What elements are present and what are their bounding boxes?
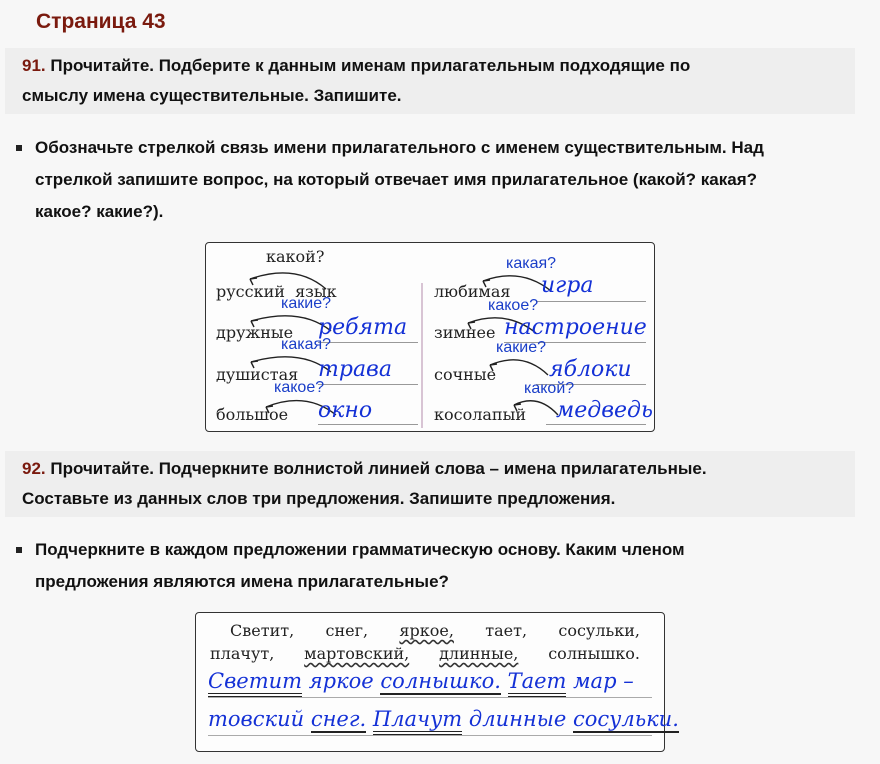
task-91-bullet <box>16 132 866 228</box>
adjective: большое <box>216 405 289 424</box>
question-label: какой? <box>266 247 325 266</box>
question-label: какая? <box>281 336 332 353</box>
column-divider <box>421 283 423 428</box>
adjective: зимнее <box>434 323 496 342</box>
task-text-line2: смыслу имена существительные. Запишите. <box>22 86 402 105</box>
question-label: какое? <box>488 297 539 314</box>
handwritten-noun: яблоки <box>549 357 632 382</box>
handwritten-noun: игра <box>541 273 594 298</box>
task-number: 92. <box>22 459 46 478</box>
exercise-92-image <box>195 612 679 752</box>
handwritten-noun: настроение <box>504 315 647 340</box>
question-label: какие? <box>496 339 546 356</box>
bullet-line1: Подчеркните в каждом предложении грамматическую основу. Каким членом <box>35 540 685 559</box>
handwritten-noun: ребята <box>318 315 408 340</box>
bullet-line2: стрелкой запишите вопрос, на который отвечает имя прилагательное (какой? какая? <box>35 170 758 189</box>
task-text-line2: Составьте из данных слов три предложения. Запишите предложения. <box>22 489 616 508</box>
handwritten-answer-line2: товский снег. Плачут длинные сосульки. <box>208 707 679 731</box>
task-text-line1: Прочитайте. Подберите к данным именам прилагательным подходящие по <box>50 56 691 75</box>
exercise-91-image <box>205 242 655 432</box>
question-label: какой? <box>524 380 575 397</box>
adjective: косолапый <box>434 405 526 424</box>
handwritten-noun: окно <box>318 398 373 423</box>
bullet-square-icon <box>16 547 22 553</box>
adjective: душистая <box>216 365 299 384</box>
words-line2: плачут, мартовский, длинные, солнышко. <box>210 644 640 663</box>
bullet-line3: какое? какие?). <box>35 202 164 221</box>
task-number: 91. <box>22 56 46 75</box>
bullet-line1: Обозначьте стрелкой связь имени прилагательного с именем существительным. Над <box>35 138 764 157</box>
task-text-line1: Прочитайте. Подчеркните волнистой линией слова – имена прилагательные. <box>50 459 707 478</box>
page-title: Страница 43 <box>36 10 166 33</box>
bullet-line2: предложения являются имена прилагательные? <box>35 572 449 591</box>
question-label: какая? <box>506 255 557 272</box>
word-pair: русский язык <box>216 282 337 301</box>
question-label: какие? <box>281 295 331 312</box>
words-line1: Светит, снег, яркое, тает, сосульки, <box>230 621 640 640</box>
handwritten-answer-line1: Светит яркое солнышко. Тает мар – <box>208 669 634 693</box>
bullet-square-icon <box>16 145 22 151</box>
task-91-header <box>5 48 855 114</box>
handwritten-noun: медведь <box>556 398 653 423</box>
adjective: любимая <box>434 282 511 301</box>
adjective: дружные <box>216 323 294 342</box>
task-92-header <box>5 451 855 517</box>
handwritten-noun: трава <box>318 357 392 382</box>
question-label: какое? <box>274 379 325 396</box>
task-92-bullet <box>16 534 866 598</box>
adjective: сочные <box>434 365 497 384</box>
